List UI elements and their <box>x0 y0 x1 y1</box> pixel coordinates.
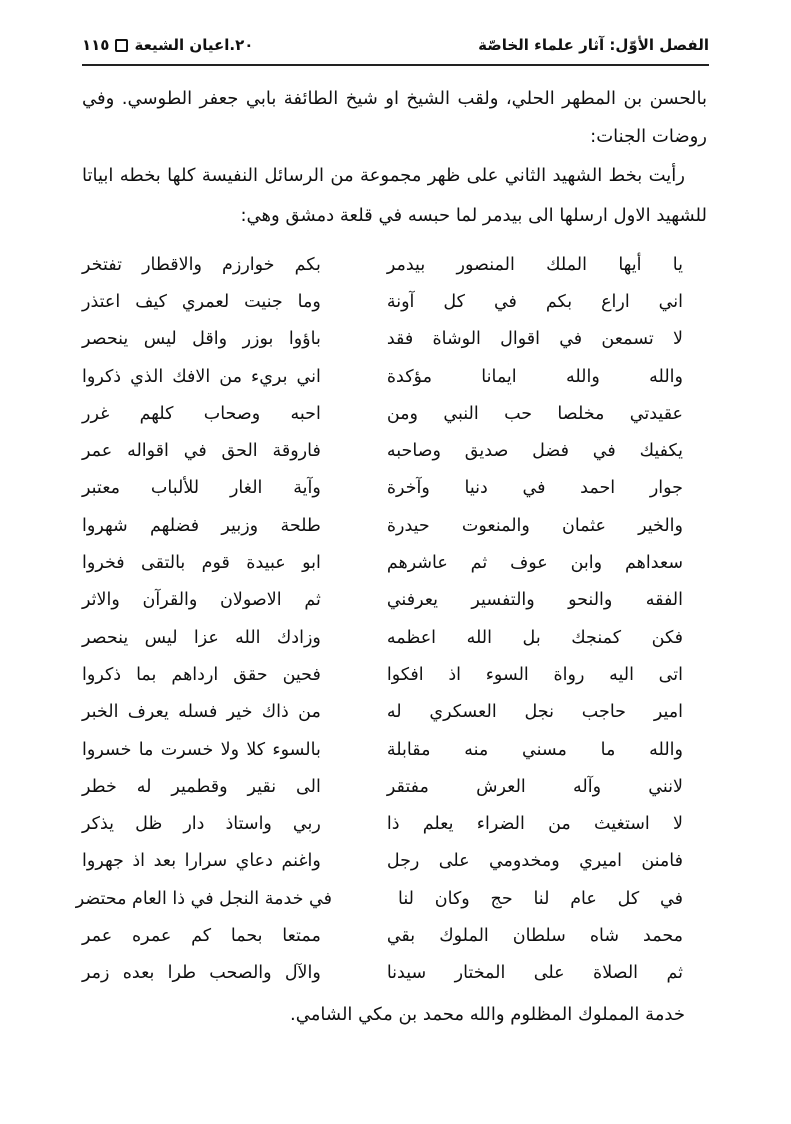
verse-first-hemistich: اتى اليه رواة السوء اذ افكوا <box>386 664 683 685</box>
verse-first-hemistich: محمد شاه سلطان الملوك بقي <box>386 925 683 946</box>
verse-second-hemistich: وآية الغار للألباب معتبر <box>82 478 321 499</box>
verse-first-hemistich: ثم الصلاة على المختار سيدنا <box>386 963 683 984</box>
verse-first-hemistich: والخير عثمان والمنعوت حيدرة <box>386 515 683 536</box>
verse-line <box>75 880 707 917</box>
verse-second-hemistich: طلحة وزبير فضلهم شهروا <box>82 515 321 536</box>
verse-first-hemistich: يا أيها الملك المنصور بيدمر <box>386 254 683 275</box>
verse-line <box>82 358 707 395</box>
verse-first-hemistich: الفقه والنحو والتفسير يعرفني <box>386 590 683 611</box>
verse-second-hemistich: في خدمة النجل في ذا العام محتضر <box>75 888 332 909</box>
verse-second-hemistich: واغنم دعاي سرارا بعد اذ جهروا <box>82 851 321 872</box>
verse-line <box>82 768 707 805</box>
verse-line <box>82 507 707 544</box>
verse-first-hemistich: امير حاجب نجل العسكري له <box>386 702 683 723</box>
verse-second-hemistich: وزادك الله عزا ليس ينحصر <box>82 627 321 648</box>
verse-first-hemistich: في كل عام لنا حج وكان لنا <box>398 888 683 909</box>
poem <box>75 246 707 992</box>
verse-second-hemistich: ابو عبيدة قوم بالتقى فخروا <box>82 553 321 574</box>
page-content <box>75 80 707 1032</box>
header-rule <box>82 64 709 66</box>
verse-line <box>82 283 707 320</box>
verse-second-hemistich: فاروقة الحق في اقواله عمر <box>82 441 321 462</box>
verse-line <box>82 656 707 693</box>
verse-line <box>82 470 707 507</box>
verse-first-hemistich: والله والله ايمانا مؤكدة <box>386 366 683 387</box>
verse-line <box>82 395 707 432</box>
verse-first-hemistich: والله ما مسني منه مقابلة <box>386 739 683 760</box>
verse-first-hemistich: لا تسمعن في اقوال الوشاة فقد <box>386 329 683 350</box>
intro-paragraph: بالحسن بن المطهر الحلي، ولقب الشيخ او شيخ الطائفة بابي جعفر الطوسي. وفي روضات الجنات: <box>82 88 707 147</box>
body-paragraph: رأيت بخط الشهيد الثاني على ظهر مجموعة من الرسائل النفيسة كلها بخطه ابياتا للشهيد الاول ارسلها الى بيدمر لما حبسه في قلعة دمشق وهي: <box>82 165 707 226</box>
verse-first-hemistich: اني اراع بكم في كل آونة <box>386 291 683 312</box>
verse-line <box>82 731 707 768</box>
verse-second-hemistich: من ذاك خير فسله يعرف الخبر <box>82 702 321 723</box>
verse-first-hemistich: لا استغيث من الضراء يعلم ذا <box>386 814 683 835</box>
book-reference: ٢٠.اعيان الشيعة <box>134 36 254 54</box>
verse-second-hemistich: باؤوا بوزر واقل ليس ينحصر <box>82 329 321 350</box>
verse-line <box>82 582 707 619</box>
verse-second-hemistich: فحين حقق ارداهم بما ذكروا <box>82 664 321 685</box>
verse-line <box>82 321 707 358</box>
verse-line <box>82 917 707 954</box>
verse-line <box>82 955 707 992</box>
verse-first-hemistich: فكن كمنجك بل الله اعظمه <box>386 627 683 648</box>
verse-second-hemistich: ربي واستاذ دار ظل يذكر <box>82 814 321 835</box>
running-header <box>82 30 709 60</box>
verse-first-hemistich: عقيدتي مخلصا حب النبي ومن <box>386 403 683 424</box>
verse-line <box>82 246 707 283</box>
verse-first-hemistich: جوار احمد في دنيا وآخرة <box>386 478 683 499</box>
verse-second-hemistich: احبه وصحاب كلهم غرر <box>82 403 321 424</box>
verse-second-hemistich: الى نقير وقطمير له خطر <box>82 776 321 797</box>
verse-second-hemistich: والآل والصحب طرا بعده زمر <box>82 963 321 984</box>
verse-line <box>82 544 707 581</box>
verse-second-hemistich: وما جنيت لعمري كيف اعتذر <box>82 291 321 312</box>
verse-first-hemistich: فامنن اميري ومخدومي على رجل <box>386 851 683 872</box>
verse-second-hemistich: ثم الاصولان والقرآن والاثر <box>82 590 321 611</box>
page-number: ١١٥ <box>82 36 110 54</box>
verse-line <box>82 843 707 880</box>
chapter-title: الفصل الأوّل: آثار علماء الخاصّة <box>478 36 709 54</box>
verse-first-hemistich: لانني وآله العرش مفتقر <box>386 776 683 797</box>
verse-line <box>82 694 707 731</box>
verse-line <box>82 432 707 469</box>
verse-second-hemistich: اني بريء من الافك الذي ذكروا <box>82 366 321 387</box>
verse-first-hemistich: يكفيك في فضل صديق وصاحبه <box>386 441 683 462</box>
verse-second-hemistich: بالسوء كلا ولا خسرت ما خسروا <box>82 739 321 760</box>
verse-second-hemistich: ممتعا بحما كم عمره عمر <box>82 925 321 946</box>
closing-line: خدمة المملوك المظلوم والله محمد بن مكي الشامي. <box>290 1003 685 1025</box>
verse-line <box>82 619 707 656</box>
verse-second-hemistich: بكم خوارزم والاقطار تفتخر <box>82 254 321 275</box>
square-ornament-icon <box>115 39 128 52</box>
header-folio <box>82 36 253 54</box>
verse-line <box>82 805 707 842</box>
verse-first-hemistich: سعداهم وابن عوف ثم عاشرهم <box>386 553 683 574</box>
